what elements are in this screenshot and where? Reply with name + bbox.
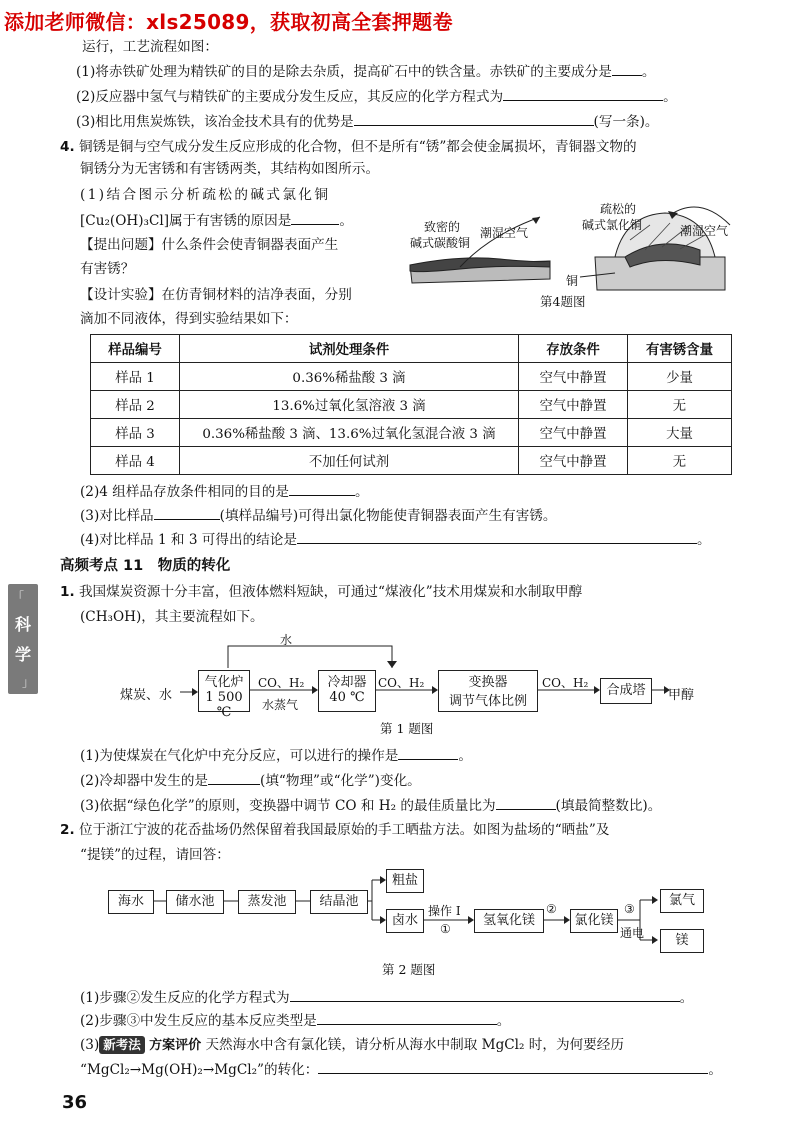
fig4-loose-label-2: 碱式氯化铜: [582, 218, 643, 232]
cont-q2: (2)反应器中氢气与精铁矿的主要成分发生反应，其反应的化学方程式为 。: [76, 89, 677, 105]
cont-q3: (3)相比用焦炭炼铁，该冶金技术具有的优势是 (写一条)。: [76, 114, 659, 130]
mgoh-box: 氢氧化镁: [474, 909, 544, 933]
table-cell: 空气中静置: [519, 447, 628, 475]
table-cell: 大量: [628, 419, 732, 447]
s1-line2: (CH₃OH)，其主要流程如下。: [80, 609, 264, 625]
s2-line1: 2. 位于浙江宁波的花岙盐场仍然保留着我国最原始的手工晒盐方法。如图为盐场的“晒盐”及: [60, 822, 610, 838]
q4-ask2: 有害锈？: [80, 261, 135, 277]
s2-q3b: “MgCl₂→Mg(OH)₂→MgCl₂”的转化： 。: [80, 1062, 722, 1078]
q4-part4: (4)对比样品 1 和 3 可得出的结论是 。: [80, 532, 711, 548]
table-cell: 样品 4: [91, 447, 180, 475]
cont-q1: (1)将赤铁矿处理为精铁矿的目的是除去杂质，提高矿石中的铁含量。赤铁矿的主要成分是 。: [76, 64, 656, 80]
cl2-box: 氯气: [660, 889, 704, 913]
table-row: [91, 363, 732, 391]
storage-box: 储水池: [166, 890, 224, 914]
table-header: 样品编号: [91, 335, 180, 363]
shift-box: [438, 670, 538, 712]
brine-box: 卤水: [386, 909, 424, 933]
table-cell: 0.36%稀盐酸 3 滴: [180, 363, 519, 391]
q4-part2: (2)4 组样品存放条件相同的目的是 。: [80, 484, 369, 500]
q4-part1b: [Cu₂(OH)₃Cl]属于有害锈的原因是 。: [80, 213, 353, 229]
side-char-1: 科: [15, 615, 32, 634]
fig4-caption: 第4题图: [540, 294, 586, 309]
table-cell: 空气中静置: [519, 363, 628, 391]
salt-box: 粗盐: [386, 869, 424, 893]
flow1-arrow2: CO、H₂: [378, 676, 425, 690]
cont-intro: 运行，工艺流程如图：: [82, 39, 218, 55]
q4-part1: (1)结合图示分析疏松的碱式氯化铜: [80, 187, 331, 203]
flow2-step3: ③: [624, 902, 635, 916]
s2-q2: (2)步骤③中发生反应的基本反应类型是 。: [80, 1013, 511, 1029]
experiment-table: [90, 334, 732, 475]
q4-line1: 4. 铜锈是铜与空气成分发生反应形成的化合物，但不是所有“锈”都会使金属损坏，青铜器文物的: [60, 139, 637, 155]
shift-label: 变换器: [468, 675, 508, 690]
sea-box: 海水: [108, 890, 154, 914]
section-title: 高频考点 11 物质的转化: [60, 558, 231, 574]
promo-banner: 添加老师微信：xls25089，获取初高全套押题卷: [4, 10, 453, 34]
fig4-copper-label: 铜: [566, 274, 579, 288]
gasifier-box: [198, 670, 250, 720]
q4-line2: 铜锈分为无害锈和有害锈两类，其结构如图所示。: [80, 161, 380, 177]
evap-box: 蒸发池: [238, 890, 296, 914]
s1-line1: 1. 我国煤炭资源十分丰富，但液体燃料短缺，可通过“煤液化”技术用煤炭和水制取甲醇: [60, 584, 583, 600]
flow2-elec: 通电: [620, 926, 645, 940]
table-cell: 0.36%稀盐酸 3 滴、13.6%过氧化氢混合液 3 滴: [180, 419, 519, 447]
q4-design1: 【设计实验】在仿青铜材料的洁净表面，分别: [80, 287, 352, 303]
table-cell: 样品 3: [91, 419, 180, 447]
flow1-input: 煤炭、水: [120, 688, 173, 703]
flow1-arrow1-bottom: 水蒸气: [262, 698, 299, 712]
table-row: [91, 391, 732, 419]
side-bracket-bottom: 」: [21, 675, 34, 689]
mgcl-box: 氯化镁: [570, 909, 618, 933]
cooler-temp: 40 ℃: [329, 690, 365, 705]
gasifier-temp: 1 500 ℃: [205, 690, 243, 720]
flow2-step1: ①: [440, 922, 451, 936]
q4-part3: (3)对比样品 (填样品编号)可得出氯化物能使青铜器表面产生有害锈。: [80, 508, 557, 524]
fig-s2-caption: 第 2 题图: [382, 962, 436, 977]
q4-design2: 滴加不同液体，得到实验结果如下：: [80, 311, 298, 327]
fig4-dense-label-1: 致密的: [424, 220, 461, 234]
mg-box: 镁: [660, 929, 704, 953]
table-row: [91, 419, 732, 447]
s2-q3: (3) 新考法 方案评价 天然海水中含有氯化镁，请分析从海水中制取 MgCl₂ 时，为何要经历: [80, 1037, 624, 1053]
new-method-tag: 新考法: [99, 1036, 145, 1054]
fig-s1-caption: 第 1 题图: [380, 721, 434, 736]
flow1-arrow1-top: CO、H₂: [258, 676, 305, 690]
subject-side-tab: [8, 584, 38, 694]
s1-q3: (3)依据“绿色化学”的原则，变换器中调节 CO 和 H₂ 的最佳质量比为 (填最简整数比)。: [80, 798, 662, 814]
table-cell: 空气中静置: [519, 419, 628, 447]
page-number: 36: [62, 1092, 88, 1113]
table-cell: 不加任何试剂: [180, 447, 519, 475]
cooler-label: 冷却器: [327, 675, 367, 690]
table-cell: 样品 2: [91, 391, 180, 419]
shift-desc: 调节气体比例: [448, 694, 527, 709]
table-cell: 无: [628, 391, 732, 419]
s1-q2: (2)冷却器中发生的是 (填“物理”或“化学”)变化。: [80, 773, 421, 789]
fig4-loose-label-1: 疏松的: [600, 202, 637, 216]
s1-q1: (1)为使煤炭在气化炉中充分反应，可以进行的操作是 。: [80, 748, 472, 764]
fig4-humid-label-2: 潮湿空气: [680, 224, 729, 238]
cryst-box: 结晶池: [310, 890, 368, 914]
table-header-row: [91, 335, 732, 363]
table-cell: 样品 1: [91, 363, 180, 391]
side-bracket-top: 「: [12, 590, 25, 604]
tower-box: 合成塔: [600, 678, 652, 704]
flow1-water-label: 水: [280, 633, 293, 647]
flow1-arrow3: CO、H₂: [542, 676, 589, 690]
flow2-op1: 操作 I: [428, 904, 461, 918]
q4-ask1: 【提出问题】什么条件会使青铜器表面产生: [80, 237, 339, 253]
flow1-product: 甲醇: [668, 688, 695, 703]
table-cell: 空气中静置: [519, 391, 628, 419]
table-header: 有害锈含量: [628, 335, 732, 363]
fig4-humid-label-1: 潮湿空气: [480, 226, 529, 240]
s2-line2: “提镁”的过程，请回答：: [80, 847, 230, 863]
table-cell: 无: [628, 447, 732, 475]
table-cell: 少量: [628, 363, 732, 391]
table-row: [91, 447, 732, 475]
side-char-2: 学: [15, 645, 32, 664]
gasifier-label: 气化炉: [204, 675, 244, 690]
table-cell: 13.6%过氧化氢溶液 3 滴: [180, 391, 519, 419]
fig4-dense-label-2: 碱式碳酸铜: [410, 236, 471, 250]
s2-q1: (1)步骤②发生反应的化学方程式为 。: [80, 990, 694, 1006]
table-header: 试剂处理条件: [180, 335, 519, 363]
table-header: 存放条件: [519, 335, 628, 363]
s2-q3-label: 方案评价: [149, 1038, 202, 1053]
cooler-box: [318, 670, 376, 712]
flow2-step2: ②: [546, 902, 557, 916]
